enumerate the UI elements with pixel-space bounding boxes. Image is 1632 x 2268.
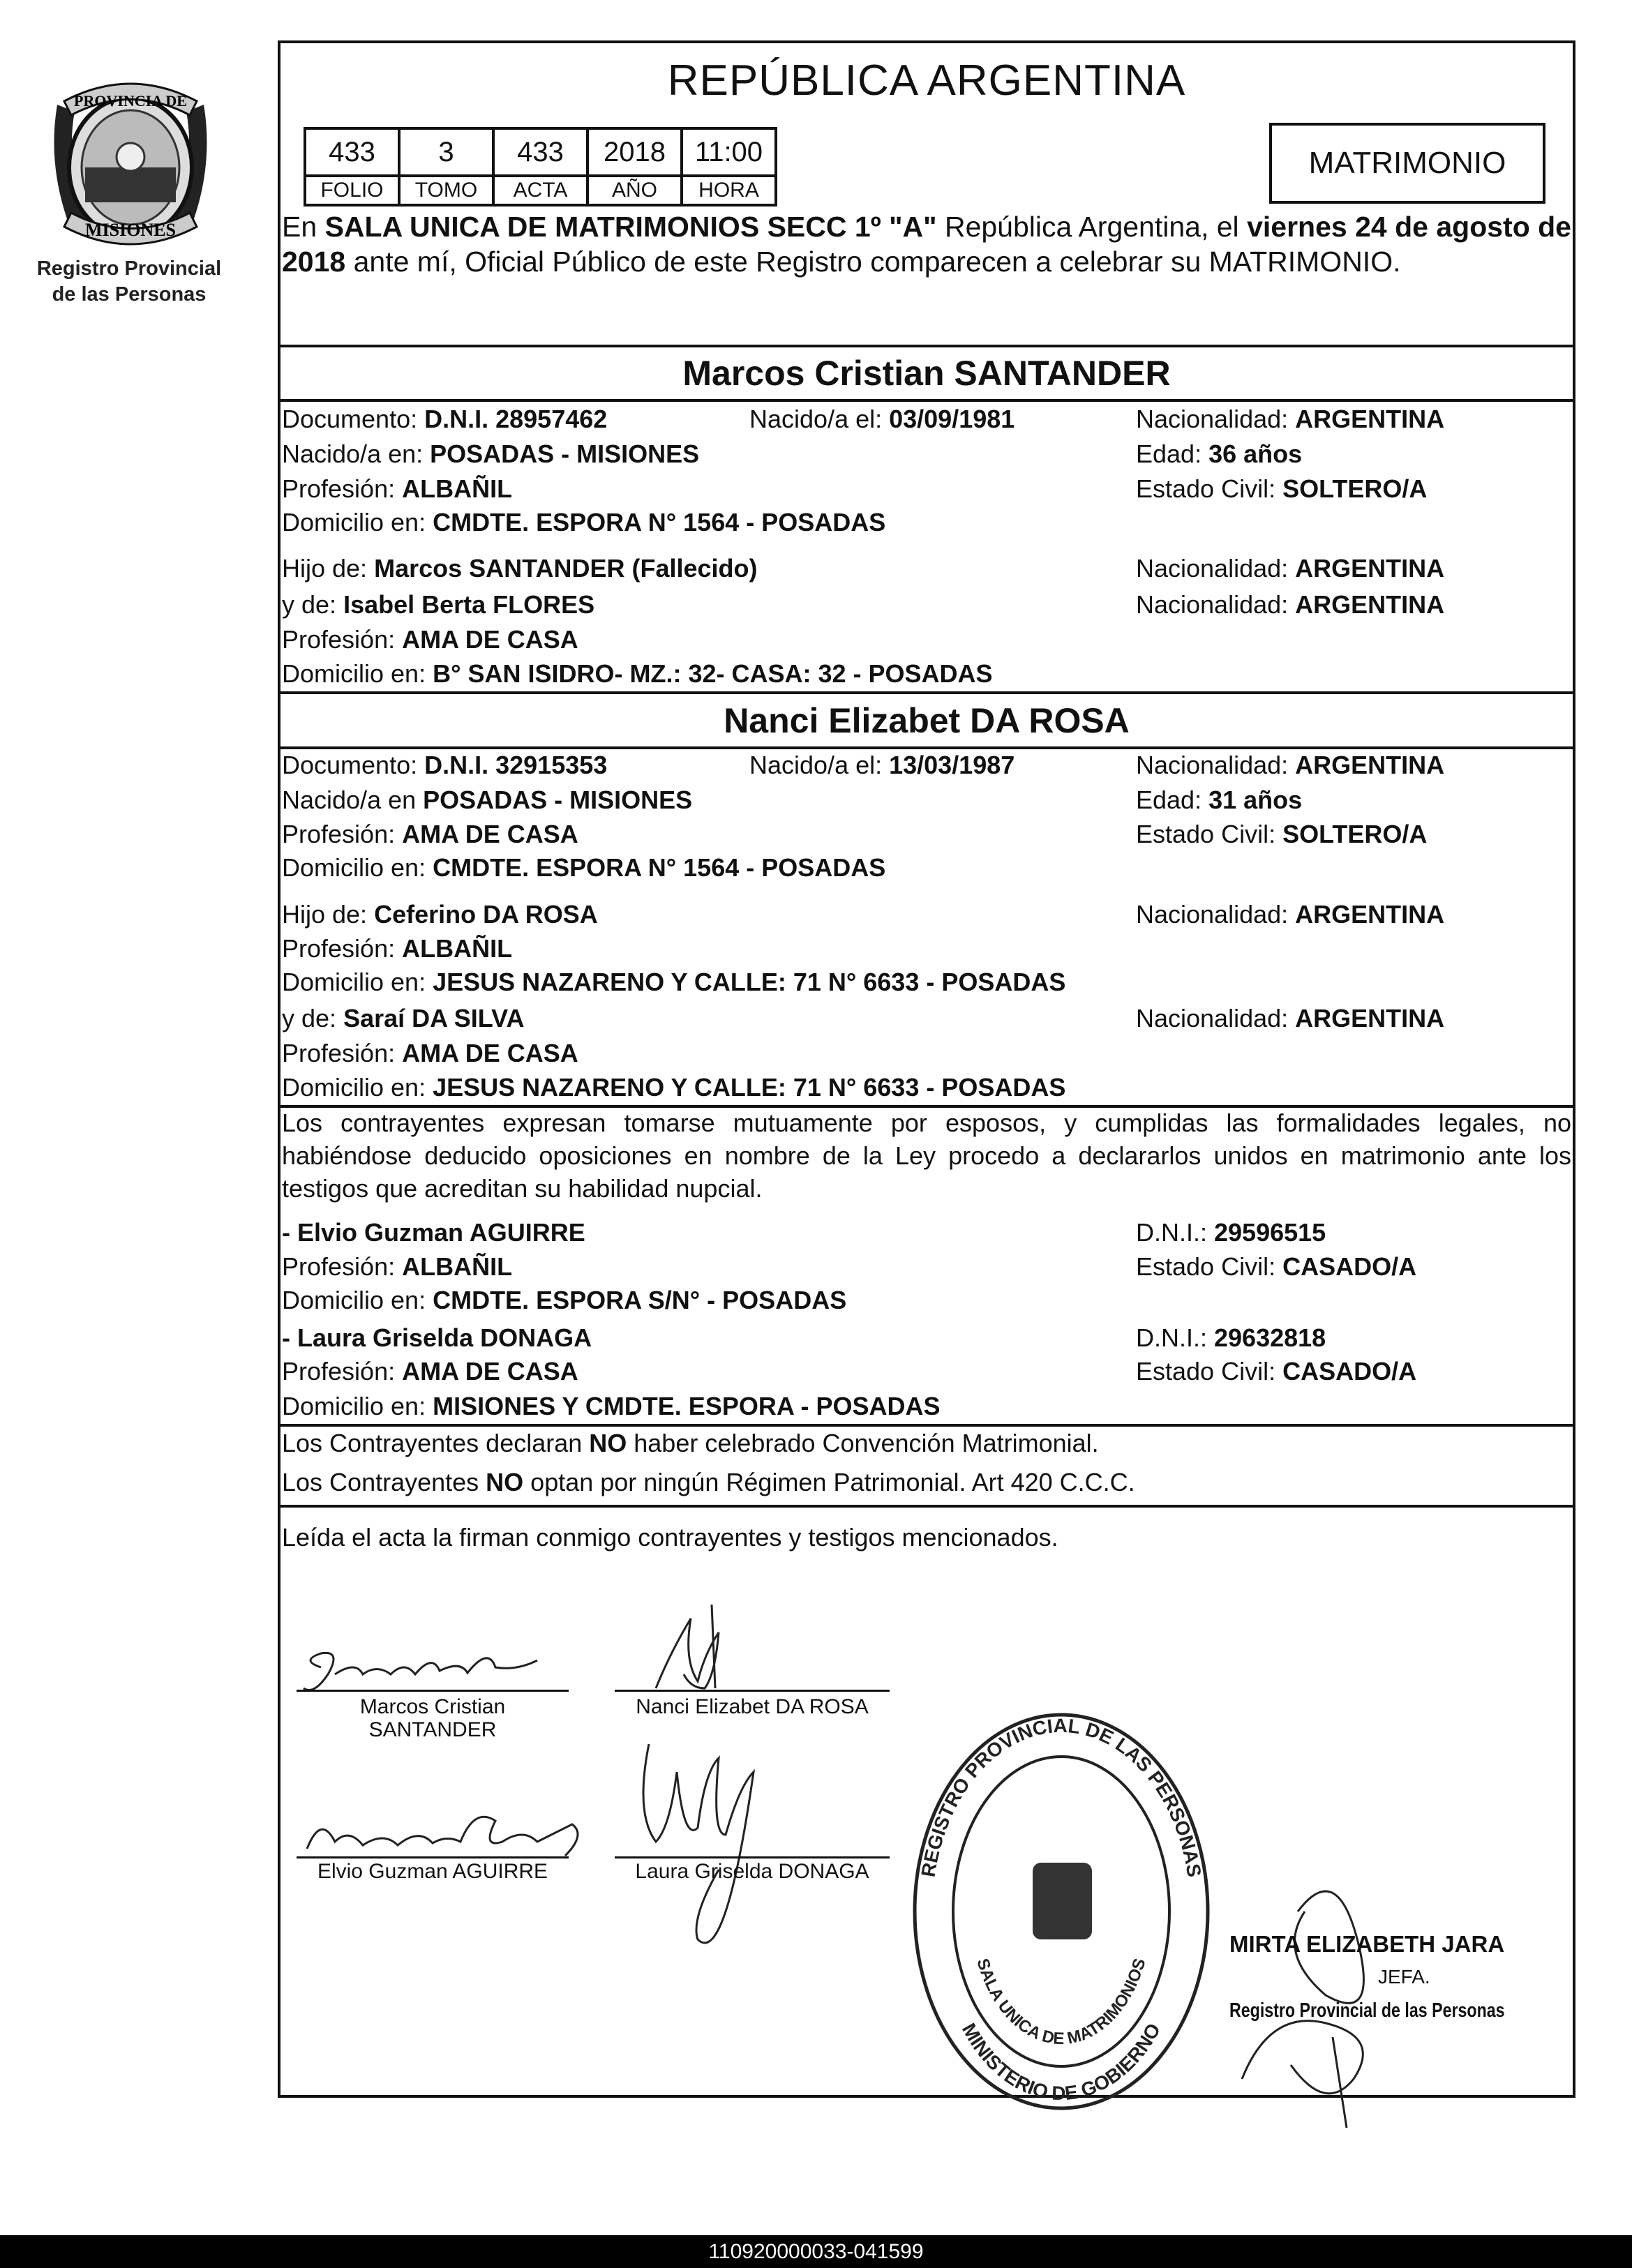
field-label: Hijo de: <box>282 900 375 929</box>
detail-field <box>282 751 607 780</box>
signature-da-rosa <box>628 1591 781 1702</box>
detail-field <box>282 554 757 583</box>
detail-row <box>0 853 1632 885</box>
hora-label: HORA <box>682 176 776 205</box>
statement-text: Los Contrayentes declaran <box>282 1429 590 1457</box>
signer-santander-line2: SANTANDER <box>368 1718 497 1741</box>
document-title: REPÚBLICA ARGENTINA <box>667 57 1186 105</box>
field-value: CMDTE. ESPORA N° 1564 - POSADAS <box>433 853 886 882</box>
field-label: D.N.I.: <box>1136 1323 1215 1352</box>
field-value: SOLTERO/A <box>1282 820 1428 848</box>
field-label: Domicilio en: <box>282 968 433 996</box>
statement-no: NO <box>486 1468 524 1496</box>
field-label: y de: <box>282 590 344 619</box>
regime-statement <box>282 1468 1135 1497</box>
field-label: Profesión: <box>282 934 403 963</box>
field-value: CASADO/A <box>1282 1252 1417 1281</box>
field-label: Profesión: <box>282 474 403 503</box>
detail-field <box>1136 405 1444 434</box>
detail-row <box>0 659 1632 691</box>
detail-row <box>0 1252 1632 1284</box>
signer-da-rosa: Nanci Elizabet DA ROSA <box>636 1695 869 1718</box>
detail-row <box>0 1218 1632 1250</box>
field-value: 36 años <box>1208 440 1303 468</box>
detail-row <box>0 554 1632 586</box>
seal-bottom-text: MISIONES <box>84 220 177 240</box>
detail-field <box>1136 554 1444 583</box>
signer-santander-line1: Marcos Cristian <box>359 1695 506 1718</box>
detail-field <box>1136 820 1427 849</box>
detail-row <box>0 405 1632 437</box>
field-label: y de: <box>282 1004 344 1032</box>
field-value: 13/03/1987 <box>889 751 1015 779</box>
signer-aguirre: Elvio Guzman AGUIRRE <box>317 1860 548 1883</box>
field-label: Nacionalidad: <box>1136 900 1296 929</box>
field-label: Domicilio en: <box>282 1392 433 1420</box>
detail-field <box>282 1392 941 1421</box>
official-name: MIRTA ELIZABETH JARA <box>1229 1931 1505 1957</box>
detail-field <box>282 900 598 929</box>
field-value: POSADAS - MISIONES <box>430 440 700 468</box>
field-label: Estado Civil: <box>1136 1252 1283 1281</box>
intro-date: viernes 24 de agosto de 2018 <box>282 211 1571 278</box>
field-label: Nacionalidad: <box>1136 554 1296 583</box>
field-value: JESUS NAZARENO Y CALLE: 71 N° 6633 - POSADAS <box>433 968 1066 996</box>
field-value: AMA DE CASA <box>402 625 578 654</box>
field-value: ALBAÑIL <box>402 474 513 503</box>
detail-row <box>0 1323 1632 1355</box>
detail-row <box>0 1392 1632 1424</box>
field-value: - Laura Griselda DONAGA <box>282 1323 592 1352</box>
detail-field <box>1136 1323 1326 1353</box>
signature-line <box>615 1856 890 1858</box>
detail-field <box>282 659 993 689</box>
field-label: Estado Civil: <box>1136 820 1283 848</box>
field-label: D.N.I.: <box>1136 1218 1215 1247</box>
field-value: ARGENTINA <box>1295 900 1445 929</box>
stamp-outer-bottom-text: MINISTERIO DE GOBIERNO <box>957 2020 1165 2105</box>
detail-field <box>282 1252 512 1282</box>
spouse2-name: Nanci Elizabet DA ROSA <box>724 701 1130 740</box>
detail-row <box>0 1286 1632 1318</box>
field-value: 31 años <box>1208 786 1303 814</box>
detail-field <box>1136 751 1444 780</box>
signer-donaga: Laura Griselda DONAGA <box>635 1860 869 1883</box>
field-value: SOLTERO/A <box>1282 474 1428 503</box>
detail-field <box>282 934 512 963</box>
seal-top-text: PROVINCIA DE <box>74 92 187 110</box>
statement-text: Los Contrayentes <box>282 1468 486 1496</box>
signature-line <box>297 1856 569 1858</box>
tomo-label: TOMO <box>399 176 493 205</box>
field-label: Estado Civil: <box>1136 1357 1283 1385</box>
detail-row <box>0 968 1632 1000</box>
intro-office: SALA UNICA DE MATRIMONIOS SECC 1º "A" <box>324 211 937 243</box>
field-value: Isabel Berta FLORES <box>343 590 595 619</box>
signature-donaga <box>628 1730 788 1960</box>
detail-field <box>282 590 594 619</box>
detail-field <box>749 405 1015 434</box>
field-label: Nacionalidad: <box>1136 590 1296 619</box>
detail-row <box>0 751 1632 783</box>
detail-field <box>282 853 885 883</box>
stamp-inner-text: SALA UNICA DE MATRIMONIOS <box>973 1956 1150 2049</box>
official-organization: Registro Provincial de las Personas <box>1229 1999 1505 2022</box>
detail-field <box>282 474 512 504</box>
intro-paragraph <box>282 209 1571 279</box>
field-value: 03/09/1981 <box>889 405 1015 433</box>
field-label: Documento: <box>282 751 425 779</box>
signature-line <box>615 1690 890 1692</box>
field-value: 29632818 <box>1214 1323 1326 1352</box>
divider <box>278 1424 1575 1427</box>
closing-statement: Leída el acta la firman conmigo contrayentes y testigos mencionados. <box>282 1523 1058 1552</box>
field-value: B° SAN ISIDRO- MZ.: 32- CASA: 32 - POSADAS <box>433 659 993 688</box>
field-label: Profesión: <box>282 1039 403 1067</box>
field-value: 29596515 <box>1214 1218 1326 1247</box>
detail-field <box>282 1357 578 1386</box>
divider <box>278 399 1575 402</box>
field-value: D.N.I. 28957462 <box>424 405 608 433</box>
province-seal-logo <box>43 77 218 257</box>
hora-value: 11:00 <box>682 128 776 176</box>
field-label: Nacido/a el: <box>749 751 890 779</box>
field-value: POSADAS - MISIONES <box>423 786 693 814</box>
field-value: AMA DE CASA <box>402 1357 578 1385</box>
detail-field <box>282 968 1065 997</box>
detail-row <box>0 474 1632 506</box>
org-name-line2: de las Personas <box>52 283 207 306</box>
detail-row <box>0 590 1632 622</box>
field-value: D.N.I. 32915353 <box>424 751 608 779</box>
field-label: Domicilio en: <box>282 1073 433 1102</box>
signature-line <box>297 1690 569 1692</box>
detail-field <box>1136 1218 1326 1247</box>
field-value: ARGENTINA <box>1295 590 1445 619</box>
record-reference-table <box>304 127 777 206</box>
field-label: Nacido/a en: <box>282 440 431 468</box>
field-label: Domicilio en: <box>282 659 433 688</box>
detail-row <box>0 820 1632 852</box>
stamp-coat-of-arms-icon <box>1033 1863 1092 1939</box>
field-value: CASADO/A <box>1282 1357 1417 1385</box>
detail-row <box>0 1004 1632 1036</box>
field-label: Profesión: <box>282 1357 403 1385</box>
field-value: ARGENTINA <box>1295 1004 1445 1032</box>
divider <box>278 1505 1575 1508</box>
field-label: Edad: <box>1136 440 1209 468</box>
field-value: ARGENTINA <box>1295 405 1445 433</box>
folio-value: 433 <box>305 128 399 176</box>
declaration-paragraph: Los contrayentes expresan tomarse mutuamente por esposos, y cumplidas las formalidades legales, no habiéndose deducido oposiciones en nombre de la Ley procedo a declararlos unidos en matrimonio ante los testigos que acreditan su habilidad nupcial. <box>282 1109 1571 1203</box>
field-value: ARGENTINA <box>1295 751 1445 779</box>
field-label: Nacionalidad: <box>1136 751 1296 779</box>
document-code-bar: 110920000033-041599 <box>0 2235 1632 2268</box>
field-label: Profesión: <box>282 820 403 848</box>
detail-row <box>0 625 1632 657</box>
folio-label: FOLIO <box>305 176 399 205</box>
spouse1-name: Marcos Cristian SANTANDER <box>682 354 1171 393</box>
detail-row <box>0 934 1632 966</box>
field-label: Domicilio en: <box>282 1286 433 1314</box>
detail-row <box>0 1039 1632 1071</box>
detail-field <box>282 440 699 469</box>
field-label: Domicilio en: <box>282 853 433 882</box>
detail-field <box>1136 900 1444 929</box>
field-value: Marcos SANTANDER (Fallecido) <box>374 554 758 583</box>
official-stamp <box>904 1702 1225 2121</box>
field-label: Nacido/a el: <box>749 405 890 433</box>
detail-field <box>1136 1004 1444 1033</box>
detail-field <box>282 1039 578 1068</box>
divider <box>278 746 1575 749</box>
detail-row <box>0 440 1632 472</box>
detail-field <box>282 508 885 537</box>
detail-row <box>0 900 1632 932</box>
detail-field <box>282 1073 1065 1102</box>
detail-field <box>282 625 578 654</box>
detail-field <box>1136 590 1444 619</box>
detail-field <box>1136 474 1427 504</box>
field-value: ALBAÑIL <box>402 934 513 963</box>
detail-field <box>282 1004 524 1033</box>
detail-row <box>0 786 1632 818</box>
org-name-line1: Registro Provincial <box>36 257 222 280</box>
field-value: ALBAÑIL <box>402 1252 513 1281</box>
field-value: CMDTE. ESPORA S/N° - POSADAS <box>433 1286 847 1314</box>
detail-row <box>0 1357 1632 1389</box>
field-value: MISIONES Y CMDTE. ESPORA - POSADAS <box>433 1392 941 1420</box>
divider <box>278 691 1575 694</box>
field-label: Nacido/a en <box>282 786 424 814</box>
field-label: Nacionalidad: <box>1136 405 1296 433</box>
field-value: - Elvio Guzman AGUIRRE <box>282 1218 585 1247</box>
detail-field <box>1136 440 1302 469</box>
field-value: CMDTE. ESPORA N° 1564 - POSADAS <box>433 508 886 536</box>
detail-field <box>282 1323 592 1353</box>
field-value: AMA DE CASA <box>402 820 578 848</box>
detail-field <box>749 751 1015 780</box>
field-label: Edad: <box>1136 786 1209 814</box>
detail-row <box>0 1073 1632 1105</box>
field-label: Nacionalidad: <box>1136 1004 1296 1032</box>
field-value: JESUS NAZARENO Y CALLE: 71 N° 6633 - POSADAS <box>433 1073 1066 1102</box>
detail-field <box>282 1218 585 1247</box>
detail-field <box>1136 1252 1416 1282</box>
field-value: Ceferino DA ROSA <box>374 900 598 929</box>
acta-value: 433 <box>493 128 587 176</box>
detail-field <box>282 786 692 815</box>
convention-statement <box>282 1429 1099 1458</box>
statement-text: optan por ningún Régimen Patrimonial. Art 420 C.C.C. <box>523 1468 1135 1496</box>
field-label: Hijo de: <box>282 554 375 583</box>
field-label: Profesión: <box>282 1252 403 1281</box>
detail-field <box>282 820 578 849</box>
field-value: ARGENTINA <box>1295 554 1445 583</box>
field-label: Estado Civil: <box>1136 474 1283 503</box>
ano-value: 2018 <box>587 128 682 176</box>
official-role: JEFA. <box>1378 1966 1430 1988</box>
detail-field <box>1136 1357 1416 1386</box>
detail-row <box>0 508 1632 540</box>
field-label: Domicilio en: <box>282 508 433 536</box>
document-type-box: MATRIMONIO <box>1269 123 1545 204</box>
tomo-value: 3 <box>399 128 493 176</box>
detail-field <box>282 405 607 434</box>
statement-text: haber celebrado Convención Matrimonial. <box>627 1429 1099 1457</box>
field-label: Documento: <box>282 405 425 433</box>
detail-field <box>1136 786 1302 815</box>
field-value: AMA DE CASA <box>402 1039 578 1067</box>
intro-text: República Argentina, el <box>936 211 1248 243</box>
stamp-outer-top-text: REGISTRO PROVINCIAL DE LAS PERSONAS <box>917 1714 1206 1879</box>
ano-label: AÑO <box>587 176 682 205</box>
field-label: Profesión: <box>282 625 403 654</box>
divider <box>278 345 1575 347</box>
field-value: Saraí DA SILVA <box>343 1004 525 1032</box>
intro-text: ante mí, Oficial Público de este Registro comparecen a celebrar su MATRIMONIO. <box>345 246 1401 278</box>
intro-text: En <box>282 211 325 243</box>
acta-label: ACTA <box>493 176 587 205</box>
signature-santander <box>293 1632 572 1702</box>
detail-field <box>282 1286 846 1315</box>
statement-no: NO <box>589 1429 627 1457</box>
